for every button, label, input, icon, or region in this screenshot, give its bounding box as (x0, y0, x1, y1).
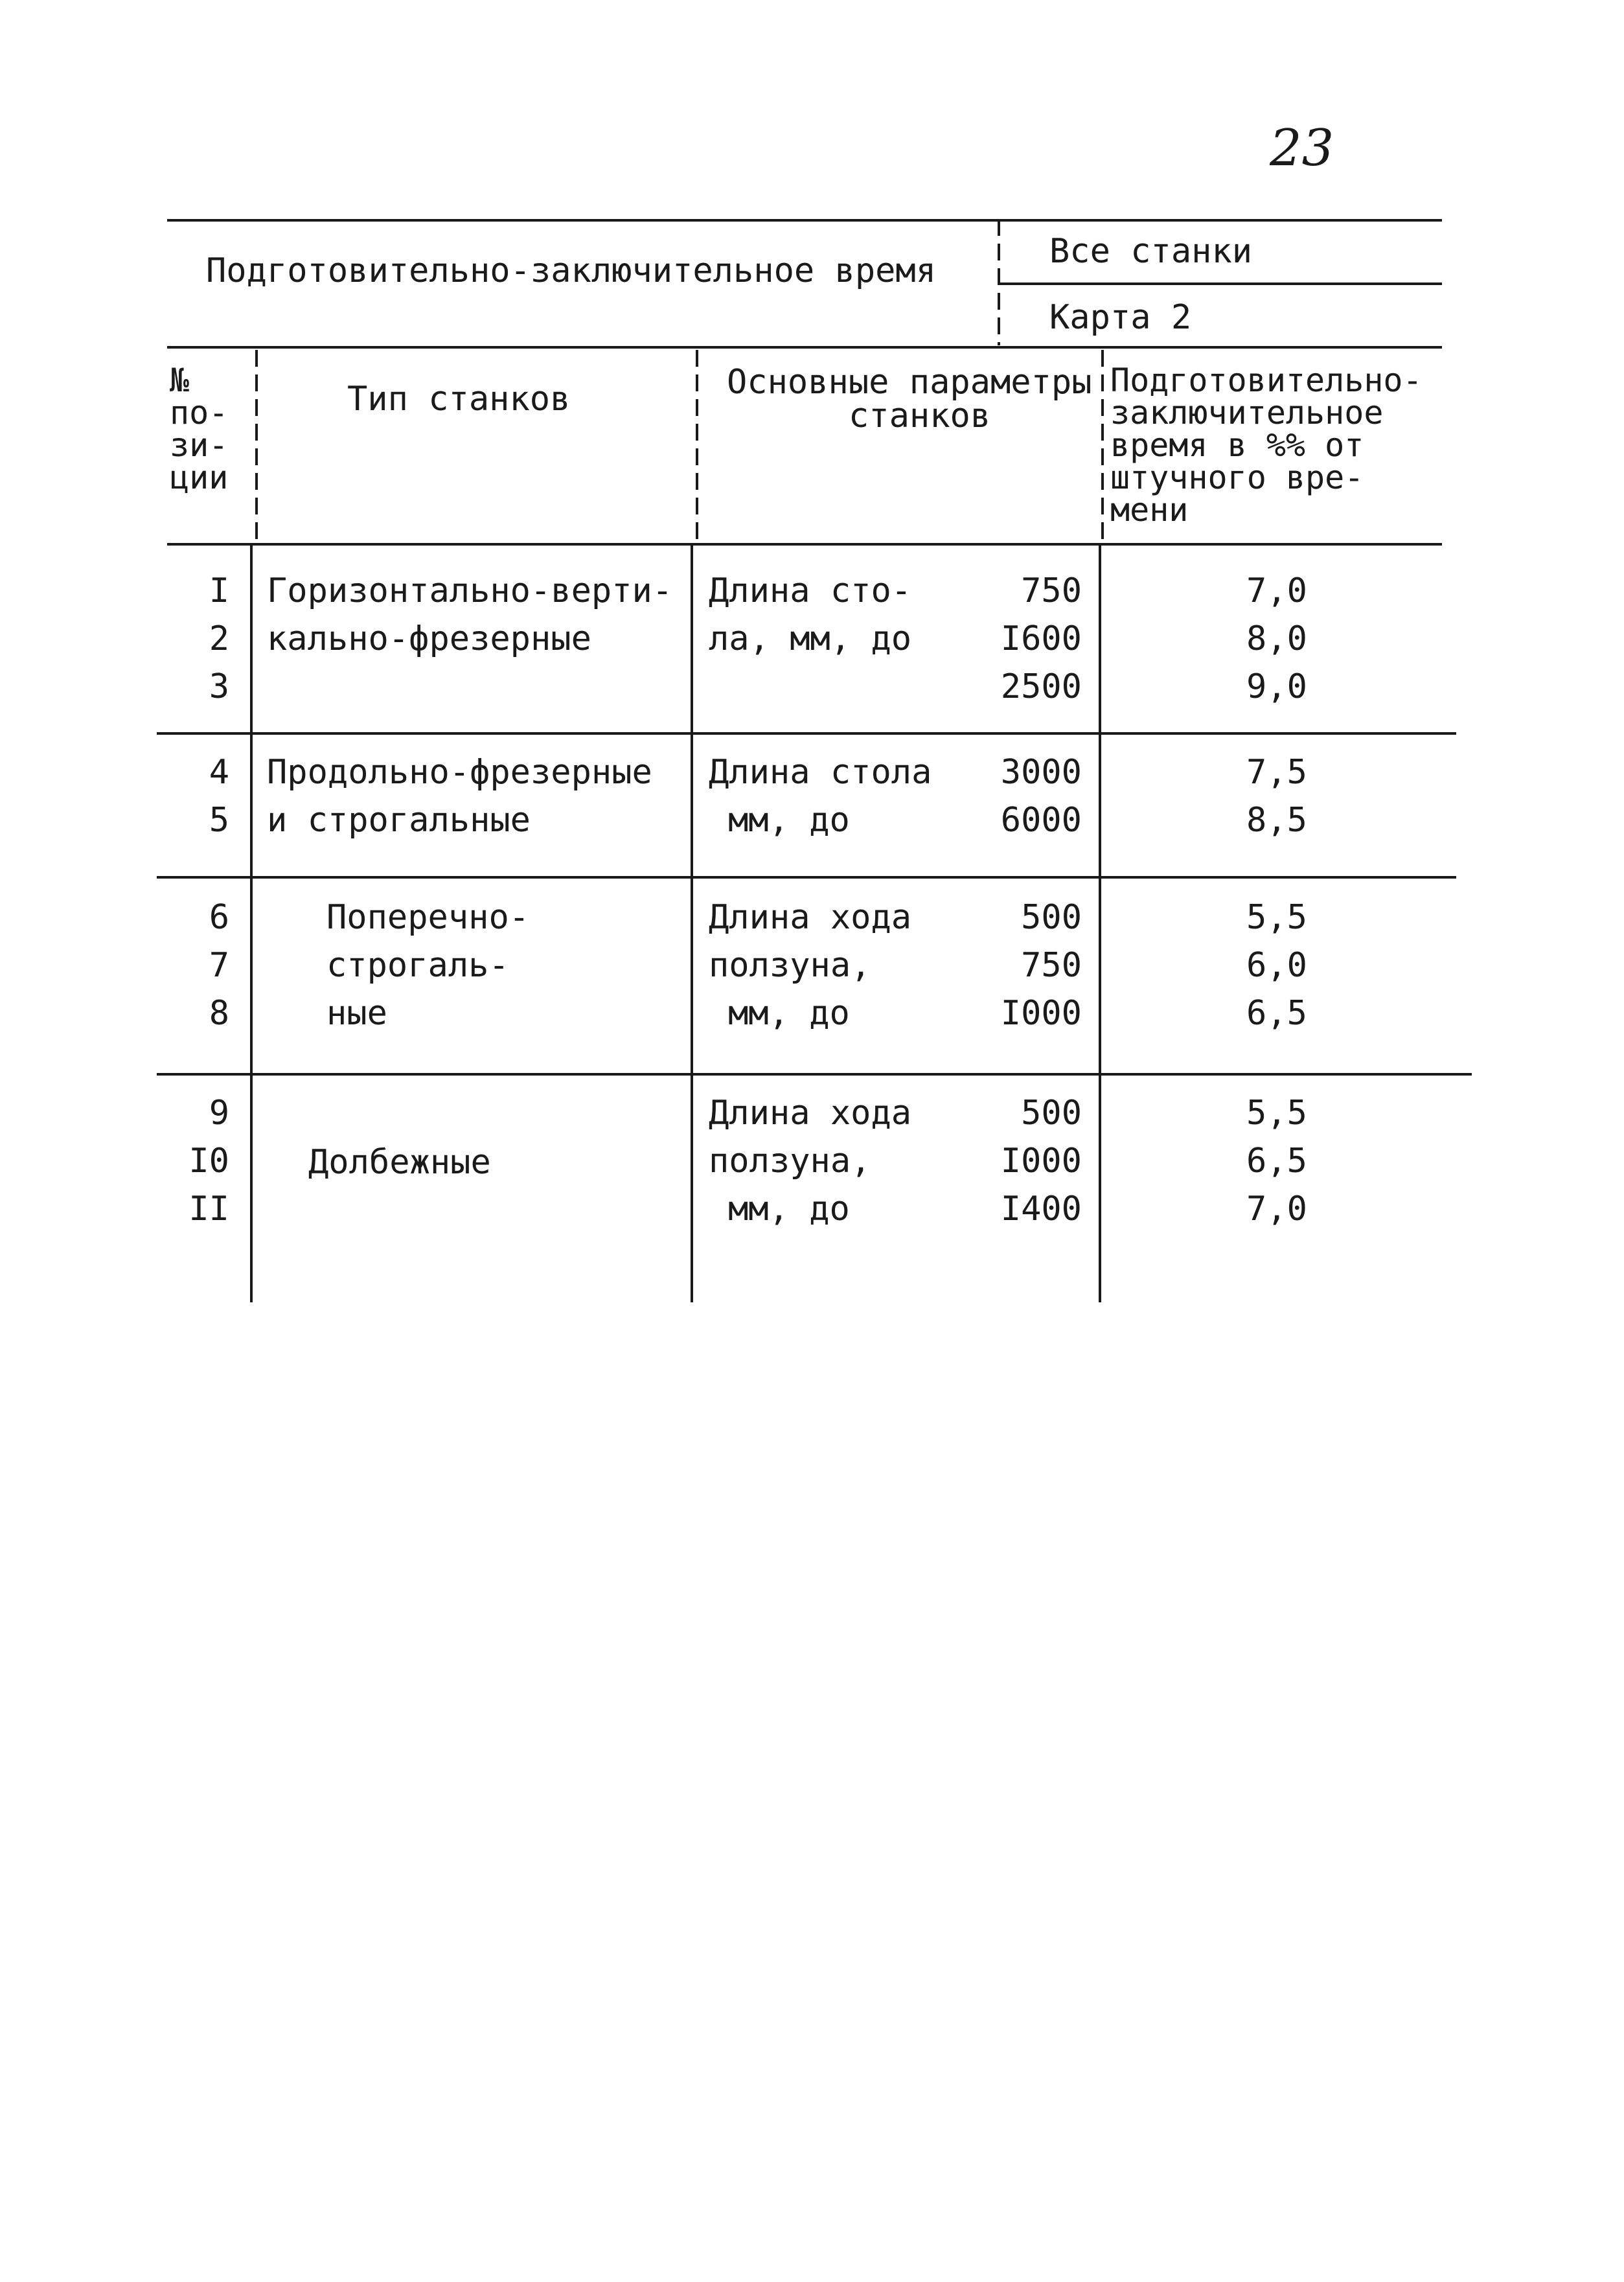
row-pos: 9 (209, 1094, 229, 1133)
col-divider-3 (1101, 350, 1104, 544)
param-line: ползуна, (709, 1142, 871, 1181)
header-pos-3: зи- (170, 426, 229, 464)
header-pos-1: № (170, 362, 190, 399)
time-percent: 7,0 (1246, 1190, 1307, 1228)
time-percent: 9,0 (1246, 667, 1307, 706)
row-pos: 6 (209, 898, 229, 937)
row-pos: 8 (209, 994, 229, 1033)
header-pos-4: ции (170, 459, 229, 496)
header-params-2: станков (849, 397, 991, 435)
param-line: Длина сто- (709, 571, 912, 610)
machine-type-line: Долбежные (308, 1143, 491, 1182)
col-divider-1 (255, 350, 258, 544)
machine-type-line: Поперечно- (326, 898, 530, 937)
param-value: I400 (1000, 1190, 1082, 1228)
param-value: I600 (1000, 619, 1082, 658)
group-rule (157, 876, 1456, 879)
col-divider-2 (696, 350, 698, 544)
row-pos: I0 (189, 1142, 229, 1181)
header-top-rule (167, 346, 1442, 349)
time-percent: 7,5 (1246, 753, 1307, 792)
card-label: Карта 2 (1049, 298, 1192, 337)
param-line: Длина стола (709, 753, 932, 792)
col-line-1 (250, 544, 253, 1302)
param-line: Длина хода (709, 898, 912, 937)
time-percent: 5,5 (1246, 898, 1307, 937)
time-percent: 6,0 (1246, 946, 1307, 985)
header-params-1: Основные параметры (727, 363, 1092, 402)
time-percent: 5,5 (1246, 1094, 1307, 1133)
param-value: I000 (1000, 1142, 1082, 1181)
param-line: мм, до (728, 994, 850, 1033)
header-type: Тип станков (347, 380, 571, 419)
header-time-5: мени (1110, 491, 1189, 529)
header-time-3: время в %% от (1110, 426, 1364, 464)
param-line: ла, мм, до (709, 619, 912, 658)
col-line-3 (1099, 544, 1101, 1302)
param-value: 2500 (1000, 667, 1082, 706)
group-rule (157, 732, 1456, 735)
header-time-2: заключительное (1110, 394, 1384, 432)
param-value: 500 (1021, 898, 1082, 937)
param-line: мм, до (728, 801, 850, 840)
param-value: I000 (1000, 994, 1082, 1033)
header-time-1: Подготовительно- (1110, 362, 1423, 399)
param-value: 500 (1021, 1094, 1082, 1133)
row-pos: 4 (209, 753, 229, 792)
param-value: 750 (1021, 571, 1082, 610)
scope-label: Все станки (1049, 232, 1253, 271)
header-bottom-rule (167, 543, 1442, 546)
machine-type-line: строгаль- (326, 946, 509, 985)
param-line: ползуна, (709, 946, 871, 985)
time-percent: 8,0 (1246, 619, 1307, 658)
row-pos: 5 (209, 801, 229, 840)
time-percent: 6,5 (1246, 1142, 1307, 1181)
page-title: Подготовительно-заключительное время (206, 251, 937, 290)
row-pos: 2 (209, 619, 229, 658)
row-pos: 7 (209, 946, 229, 985)
row-pos: II (189, 1190, 229, 1228)
row-pos: I (209, 571, 229, 610)
top-rule (167, 219, 1442, 222)
time-percent: 6,5 (1246, 994, 1307, 1033)
machine-type-line: ные (326, 994, 387, 1033)
param-value: 3000 (1000, 753, 1082, 792)
machine-type-line: Горизонтально-верти- (267, 571, 673, 610)
machine-type-line: и строгальные (267, 801, 531, 840)
time-percent: 7,0 (1246, 571, 1307, 610)
param-value: 750 (1021, 946, 1082, 985)
machine-type-line: кально-фрезерные (267, 619, 591, 658)
row-pos: 3 (209, 667, 229, 706)
page-number: 23 (1270, 119, 1334, 178)
group-rule (157, 1073, 1472, 1076)
param-value: 6000 (1000, 801, 1082, 840)
param-line: мм, до (728, 1190, 850, 1228)
header-pos-2: по- (170, 394, 229, 432)
col-line-2 (691, 544, 693, 1302)
machine-type-line: Продольно-фрезерные (267, 753, 652, 792)
scope-rule (1000, 282, 1442, 285)
param-line: Длина хода (709, 1094, 912, 1133)
time-percent: 8,5 (1246, 801, 1307, 840)
header-time-4: штучного вре- (1110, 459, 1364, 496)
